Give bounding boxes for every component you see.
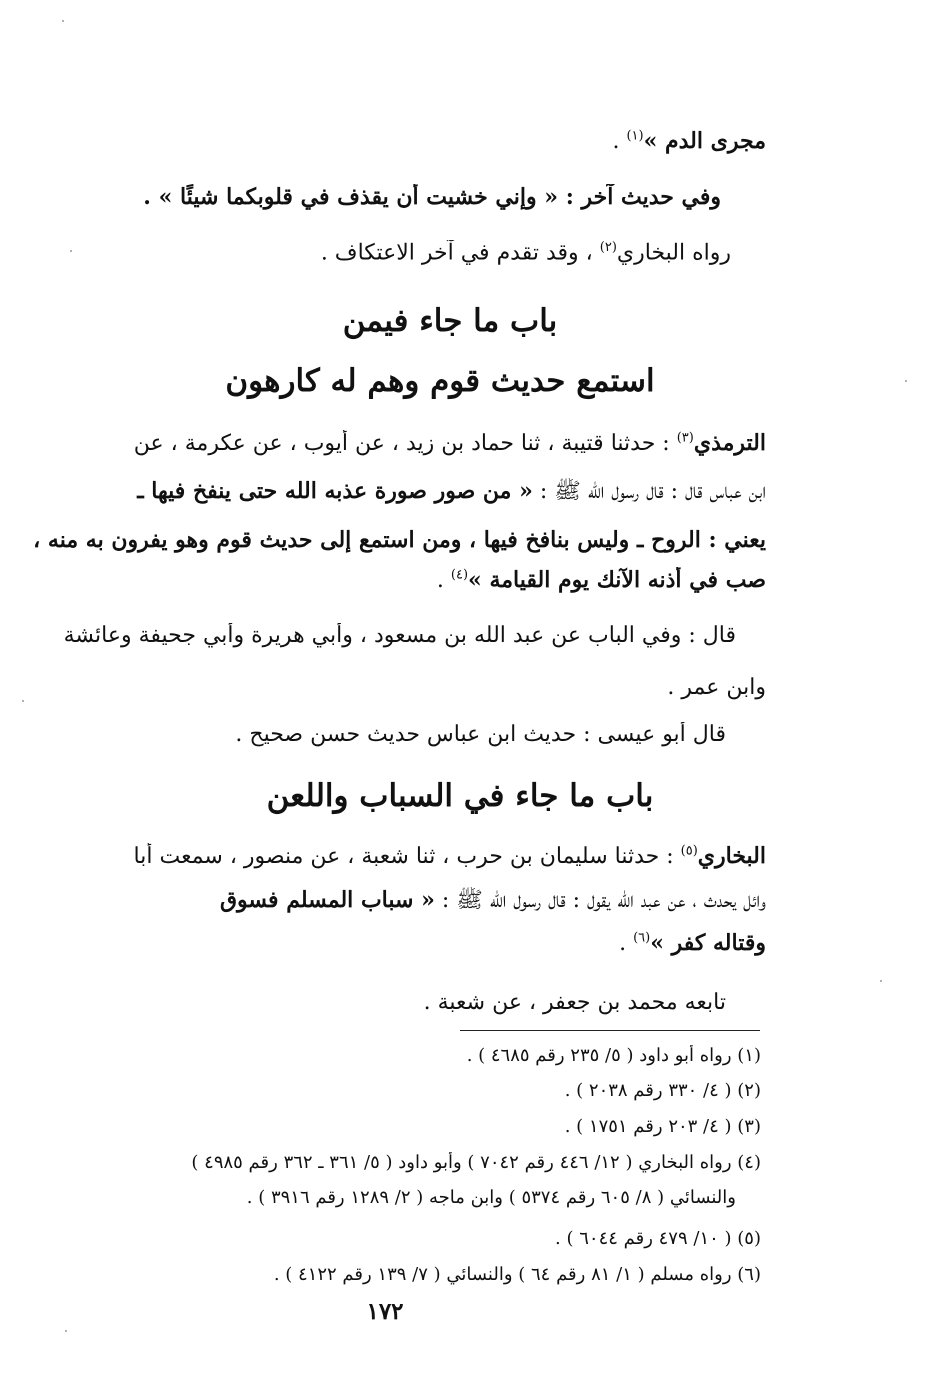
text-run: ابن عباس قال : قال رسول الله ﷺ : — [532, 479, 766, 504]
footnote-marker: (٢) — [599, 240, 617, 255]
page-number: ١٧٢ — [366, 1298, 404, 1325]
text-line — [91, 240, 731, 267]
bold-text-run: « من صور صورة عذبه الله حتى ينفخ فيها ـ — [137, 478, 533, 504]
text-line — [21, 623, 736, 649]
scan-speck — [70, 250, 72, 252]
footnote: (٦) رواه مسلم ( ١/ ٨١ رقم ٦٤ ) والنسائي ( ٧/ ١٣٩ رقم ٤١٢٢ ) . — [273, 1264, 761, 1285]
bold-text-run: مجرى الدم » — [643, 128, 766, 154]
footnote: (٢) ( ٤/ ٣٣٠ رقم ٢٠٣٨ ) . — [564, 1080, 761, 1101]
text-run: وائل يحدث ، عن عبد الله يقول : قال رسول الله ﷺ : — [434, 888, 766, 913]
footnote-marker: (٤) — [450, 567, 469, 583]
text-run: : حدثنا قتيبة ، ثنا حماد بن زيد ، عن أيوب ، عن عكرمة ، عن — [133, 431, 677, 456]
bold-text-run: « سباب المسلم فسوق — [219, 887, 435, 913]
text-run: وابن عمر . — [667, 675, 766, 700]
text-line — [21, 567, 766, 594]
text-run: قال أبو عيسى : حديث ابن عباس حديث حسن صحيح . — [235, 722, 726, 747]
scan-speck — [880, 980, 882, 982]
bold-text-run: يعني : الروح ـ وليس بنافخ فيها ، ومن استمع إلى حديث قوم وهو يفرون به منه ، — [33, 527, 766, 553]
text-line — [86, 722, 726, 748]
bold-text-run: الترمذي — [693, 430, 766, 456]
footnote: والنسائي ( ٨/ ٦٠٥ رقم ٥٣٧٤ ) وابن ماجه ( ٢/ ١٢٨٩ رقم ٣٩١٦ ) . — [246, 1187, 736, 1208]
footnote-marker: (٥) — [680, 843, 698, 859]
chapter-heading: باب ما جاء في السباب واللعن — [266, 778, 654, 814]
text-line — [21, 478, 766, 505]
text-line — [21, 887, 766, 914]
bold-text-run: صب في أذنه الآنك يوم القيامة » — [468, 567, 766, 593]
text-line — [106, 128, 766, 155]
footnote: (١) رواه أبو داود ( ٥/ ٢٣٥ رقم ٤٦٨٥ ) . — [466, 1045, 761, 1066]
bold-text-run: وقتاله كفر » — [650, 930, 766, 956]
bold-text-run: البخاري — [697, 843, 766, 869]
footnote-marker: (٦) — [633, 930, 651, 946]
text-line — [86, 990, 726, 1016]
text-run: . — [612, 129, 627, 154]
text-run: : حدثنا سليمان بن حرب ، ثنا شعبة ، عن منصور ، سمعت أبا — [133, 844, 681, 869]
text-line — [21, 430, 766, 457]
bold-text-run: وفي حديث آخر : « وإني خشيت أن يقذف في قلوبكما شيئًا » . — [143, 184, 721, 210]
footnote: (٥) ( ١٠/ ٤٧٩ رقم ٦٠٤٤ ) . — [555, 1228, 761, 1249]
text-line — [21, 930, 766, 957]
text-line — [81, 184, 721, 211]
footnote: (٤) رواه البخاري ( ١٢/ ٤٤٦ رقم ٧٠٤٢ ) وأبو داود ( ٥/ ٣٦١ ـ ٣٦٢ رقم ٤٩٨٥ ) — [191, 1152, 761, 1173]
text-line — [21, 675, 766, 701]
text-run: رواه البخاري — [616, 240, 731, 266]
footnote-marker: (١) — [626, 128, 644, 144]
chapter-heading: باب ما جاء فيمن — [342, 303, 558, 339]
footnote-separator — [460, 1030, 760, 1031]
text-run: ، وقد تقدم في آخر الاعتكاف . — [320, 240, 600, 266]
text-line — [21, 843, 766, 870]
text-run: . — [436, 568, 451, 593]
text-run: قال : وفي الباب عن عبد الله بن مسعود ، وأبي هريرة وأبي جحيفة وعائشة — [63, 623, 736, 648]
scan-speck — [22, 700, 24, 702]
scan-speck — [905, 380, 907, 382]
chapter-heading: استمع حديث قوم وهم له كارهون — [225, 363, 655, 399]
scan-speck — [65, 1330, 67, 1332]
text-run: تابعه محمد بن جعفر ، عن شعبة . — [423, 990, 726, 1015]
scan-speck — [62, 20, 64, 22]
footnote: (٣) ( ٤/ ٢٠٣ رقم ١٧٥١ ) . — [564, 1116, 761, 1137]
text-line — [21, 527, 766, 554]
footnote-marker: (٣) — [676, 430, 694, 446]
text-run: . — [619, 931, 634, 956]
